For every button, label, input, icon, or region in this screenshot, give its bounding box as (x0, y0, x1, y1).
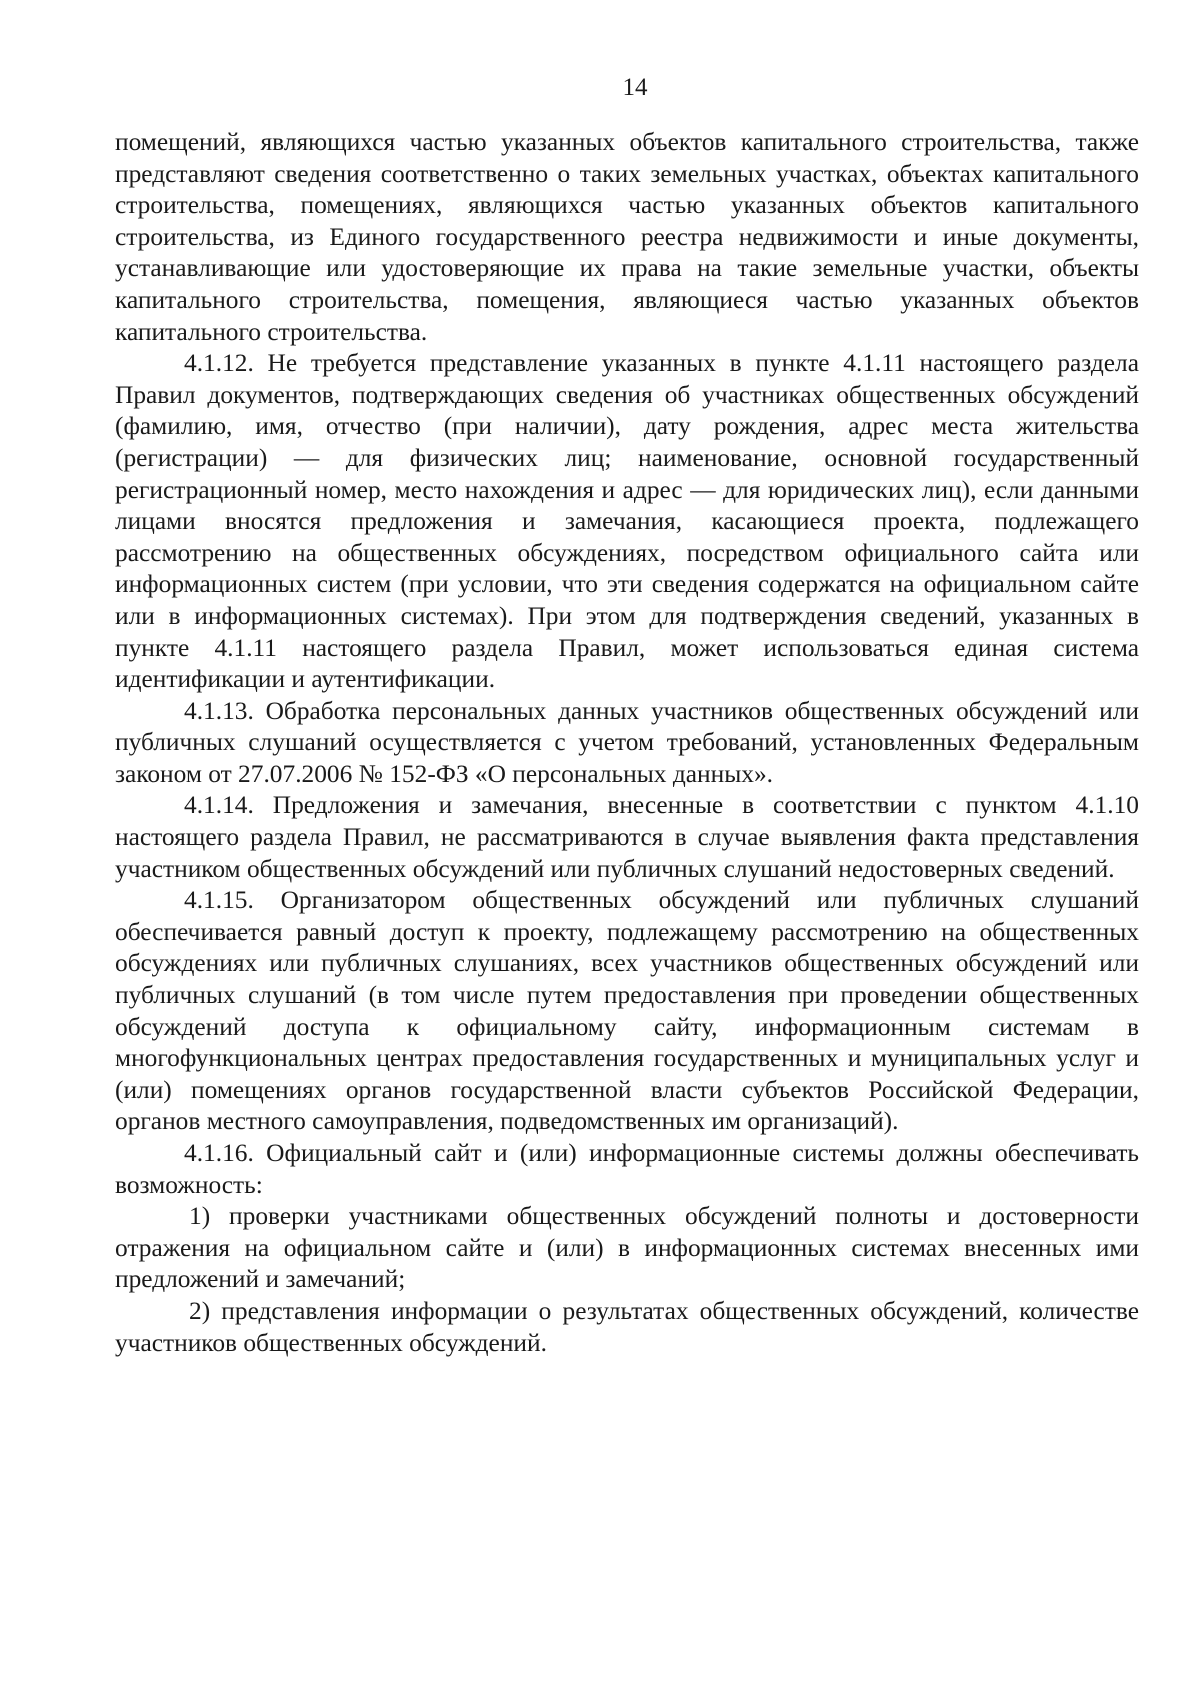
paragraph-4-1-14: 4.1.14. Предложения и замечания, внесенные в соответствии с пунктом 4.1.10 настоящего раздела Правил, не рассматриваются в случае выявления факта представления участником общественных обсуждений или публичных слушаний недостоверных сведений. (115, 791, 1139, 883)
paragraph-4-1-13: 4.1.13. Обработка персональных данных участников общественных обсуждений или публичных слушаний осуществляется с учетом требований, установленных Федеральным законом от 27.07.2006 № 152-ФЗ «О персональных данных». (115, 696, 1139, 788)
paragraph-4-1-16: 4.1.16. Официальный сайт и (или) информационные системы должны обеспечивать возможность: (115, 1139, 1139, 1199)
paragraph-4-1-12: 4.1.12. Не требуется представление указанных в пункте 4.1.11 настоящего раздела Правил документов, подтверждающих сведения об участниках общественных обсуждений (фамилию, имя, отчество (при наличии), дату рождения, адрес места жительства (регистрации) — для физических лиц; наименование, основной государственный регистрационный номер, место нахождения и адрес — для юридических лиц), если данными лицами вносятся предложения и замечания, касающиеся проекта, подлежащего рассмотрению на общественных обсуждениях, посредством официального сайта или информационных систем (при условии, что эти сведения содержатся на официальном сайте или в информационных системах). При этом для подтверждения сведений, указанных в пункте 4.1.11 настоящего раздела Правил, может использоваться единая система идентификации и аутентификации. (115, 349, 1139, 694)
paragraph-continuation: помещений, являющихся частью указанных объектов капитального строительства, также представляют сведения соответственно о таких земельных участках, объектах капитального строительства, помещениях, являющихся частью указанных объектов капитального строительства, из Единого государственного реестра недвижимости и иные документы, устанавливающие или удостоверяющие их права на такие земельные участки, объекты капитального строительства, помещения, являющиеся частью указанных объектов капитального строительства. (115, 128, 1139, 346)
list-item-2: 2) представления информации о результатах общественных обсуждений, количестве участников общественных обсуждений. (115, 1296, 1139, 1357)
page-number: 14 (622, 74, 648, 101)
list-item-1: 1) проверки участниками общественных обсуждений полноты и достоверности отражения на официальном сайте и (или) в информационных системах внесенных ими предложений и замечаний; (115, 1202, 1139, 1294)
document-body (115, 127, 1139, 1359)
paragraph-4-1-15: 4.1.15. Организатором общественных обсуждений или публичных слушаний обеспечивается равный доступ к проекту, подлежащему рассмотрению на общественных обсуждениях или публичных слушаниях, всех участников общественных обсуждений или публичных слушаний (в том числе путем предоставления при проведении общественных обсуждений доступа к официальному сайту, информационным системам в многофункциональных центрах предоставления государственных и муниципальных услуг и (или) помещениях органов государственной власти субъектов Российской Федерации, органов местного самоуправления, подведомственных им организаций). (115, 886, 1139, 1136)
